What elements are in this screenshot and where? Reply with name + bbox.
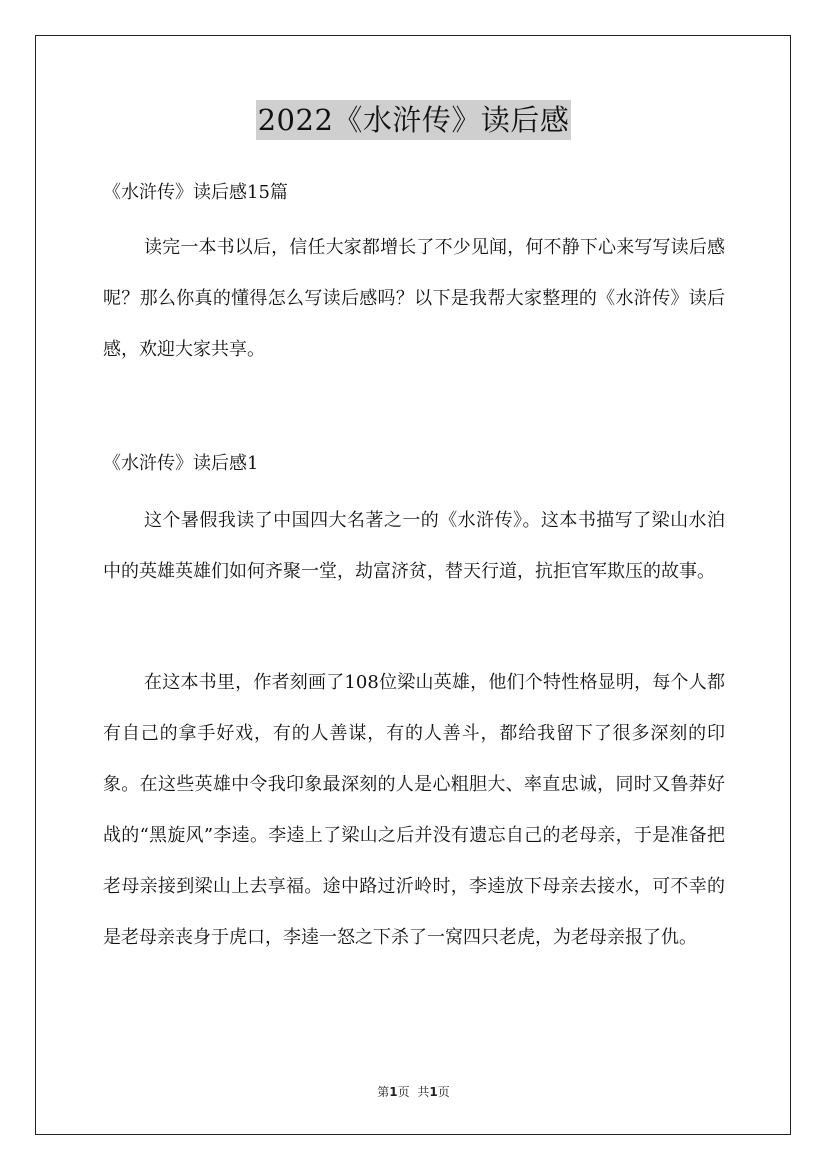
body-paragraph-2: 在这本书里，作者刻画了108位梁山英雄，他们个特性格显明，每个人都有自己的拿手好戏，有的人善谋，有的人善斗，都给我留下了很多深刻的印象。在这些英雄中令我印象最深刻的人是心粗胆大、率直忠诚，同时又鲁莽好战的“黑旋风”李逵。李逵上了梁山之后并没有遗忘自己的老母亲，于是准备把老母亲接到梁山上去享福。途中路过沂岭时，李逵放下母亲去接水，可不幸的是老母亲丧身于虎口，李逵一怒之下杀了一窝四只老虎，为老母亲报了仇。: [103, 672, 725, 948]
section-heading: 《水浒传》读后感1: [103, 453, 259, 474]
page-footer: [0, 1083, 827, 1100]
footer-total-prefix: 共: [417, 1085, 430, 1099]
footer-page-prefix: 第: [377, 1085, 390, 1099]
body-paragraph-1: 这个暑假我读了中国四大名著之一的《水浒传》。这本书描写了梁山水泊中的英雄英雄们如何齐聚一堂，劫富济贫，替天行道，抗拒官军欺压的故事。: [103, 510, 725, 582]
document-subtitle: 《水浒传》读后感15篇: [103, 182, 288, 203]
footer-page-total: 1: [429, 1085, 438, 1099]
footer-page-suffix: 页: [397, 1085, 410, 1099]
footer-page-current: 1: [389, 1085, 398, 1099]
intro-paragraph: 读完一本书以后，信任大家都增长了不少见闻，何不静下心来写写读后感呢？那么你真的懂得怎么写读后感吗？以下是我帮大家整理的《水浒传》读后感，欢迎大家共享。: [103, 237, 725, 360]
document-title: 2022《水浒传》读后感: [256, 100, 572, 140]
footer-total-suffix: 页: [437, 1085, 450, 1099]
title-container: [0, 100, 827, 140]
